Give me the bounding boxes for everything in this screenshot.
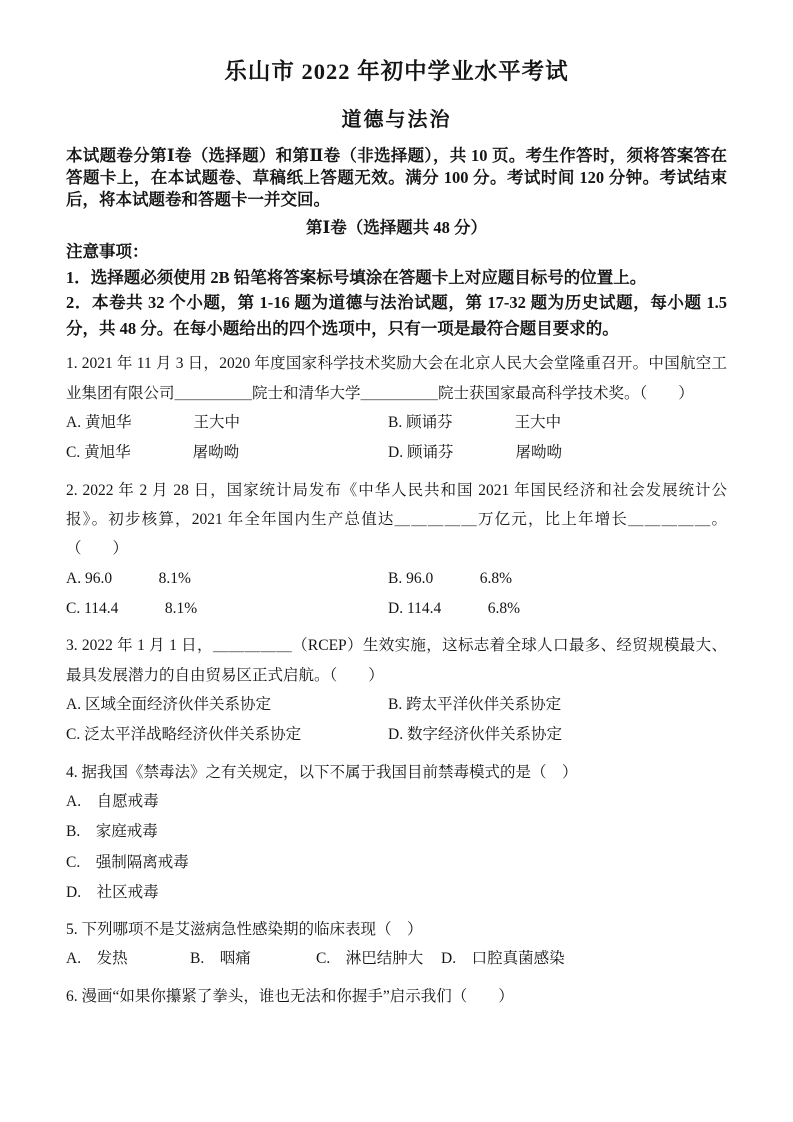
question-1-option-d: D. 顾诵芬 屠呦呦: [388, 444, 562, 462]
question-2-options: [66, 564, 727, 624]
question-5-option-d: D. 口腔真菌感染: [441, 950, 565, 968]
question-3-text: 3. 2022 年 1 月 1 日，＿＿＿＿＿（RCEP）生效实施，这标志着全球人口最多、经贸规模最大、最具发展潜力的自由贸易区正式启航。（ ）: [66, 637, 727, 684]
question-4-text: 4. 据我国《禁毒法》之有关规定，以下不属于我国目前禁毒模式的是（ ）: [66, 763, 578, 781]
question-2-option-d: D. 114.4 6.8%: [388, 600, 521, 618]
page-title: 乐山市 2022 年初中学业水平考试: [224, 59, 569, 84]
question-4-options: [66, 787, 727, 908]
question-6-text: 6. 漫画“如果你攥紧了拳头，谁也无法和你握手”启示我们（ ）: [66, 987, 514, 1005]
section-heading: 第Ⅰ卷（选择题共 48 分）: [306, 217, 487, 237]
question-4: [66, 758, 727, 908]
question-3-options: [66, 690, 727, 750]
question-2-option-c: C. 114.4 8.1%: [66, 600, 198, 618]
question-4-option-b: B. 家庭戒毒: [66, 823, 158, 841]
question-5-option-a: A. 发热: [66, 950, 128, 968]
question-2-option-a: A. 96.0 8.1%: [66, 569, 191, 587]
question-3: [66, 631, 727, 750]
notice-item-2: 2．本卷共 32 个小题，第 1-16 题为道德与法治试题，第 17-32 题为历史试题，每小题 1.5 分，共 48 分。在每小题给出的四个选项中，只有一项是最符合题目要求的。: [66, 293, 727, 338]
question-4-option-c: C. 强制隔离戒毒: [66, 853, 189, 871]
question-5-text: 5. 下列哪项不是艾滋病急性感染期的临床表现（ ）: [66, 920, 423, 938]
question-1-text: 1. 2021 年 11 月 3 日，2020 年度国家科学技术奖励大会在北京人民大会堂隆重召开。中国航空工业集团有限公司＿＿＿＿＿院士和清华大学＿＿＿＿＿院士获国家最高科学技术奖。（ ）: [66, 355, 727, 402]
question-5-option-b: B. 咽痛: [190, 950, 251, 968]
notice-title: 注意事项：: [66, 241, 149, 261]
question-3-option-a: A. 区域全面经济伙伴关系协定: [66, 696, 271, 714]
subject-title: 道德与法治: [341, 109, 452, 131]
question-2-option-b: B. 96.0 6.8%: [388, 569, 513, 587]
question-4-option-a: A. 自愿戒毒: [66, 793, 159, 811]
question-5-option-c: C. 淋巴结肿大: [316, 950, 424, 968]
notice-item-1: 1．选择题必须使用 2B 铅笔将答案标号填涂在答题卡上对应题目标号的位置上。: [66, 267, 647, 287]
question-4-option-d: D. 社区戒毒: [66, 883, 159, 901]
question-1-option-c: C. 黄旭华 屠呦呦: [66, 444, 240, 462]
question-1-option-a: A. 黄旭华 王大中: [66, 414, 240, 432]
questions-section: [66, 349, 727, 1011]
question-6: [66, 982, 727, 1011]
question-5: [66, 915, 727, 975]
question-1-options: [66, 408, 727, 468]
question-1: [66, 349, 727, 468]
intro-paragraph: 本试题卷分第Ⅰ卷（选择题）和第Ⅱ卷（非选择题），共 10 页。考生作答时，须将答案答在答题卡上，在本试题卷、草稿纸上答题无效。满分 100 分。考试时间 120 分钟。考试结束后，将本试题卷和答题卡一并交回。: [66, 146, 727, 209]
question-3-option-d: D. 数字经济伙伴关系协定: [388, 726, 562, 744]
question-2: [66, 476, 727, 625]
question-5-options: [66, 944, 727, 974]
question-3-option-c: C. 泛太平洋战略经济伙伴关系协定: [66, 726, 302, 744]
question-1-option-b: B. 顾诵芬 王大中: [388, 414, 562, 432]
question-2-text: 2. 2022 年 2 月 28 日，国家统计局发布《中华人民共和国 2021 年国民经济和社会发展统计公报》。初步核算，2021 年全年国内生产总值达＿＿＿＿＿万亿元，比上年增长＿＿＿＿＿。（ ）: [66, 481, 727, 558]
question-3-option-b: B. 跨太平洋伙伴关系协定: [388, 696, 562, 714]
